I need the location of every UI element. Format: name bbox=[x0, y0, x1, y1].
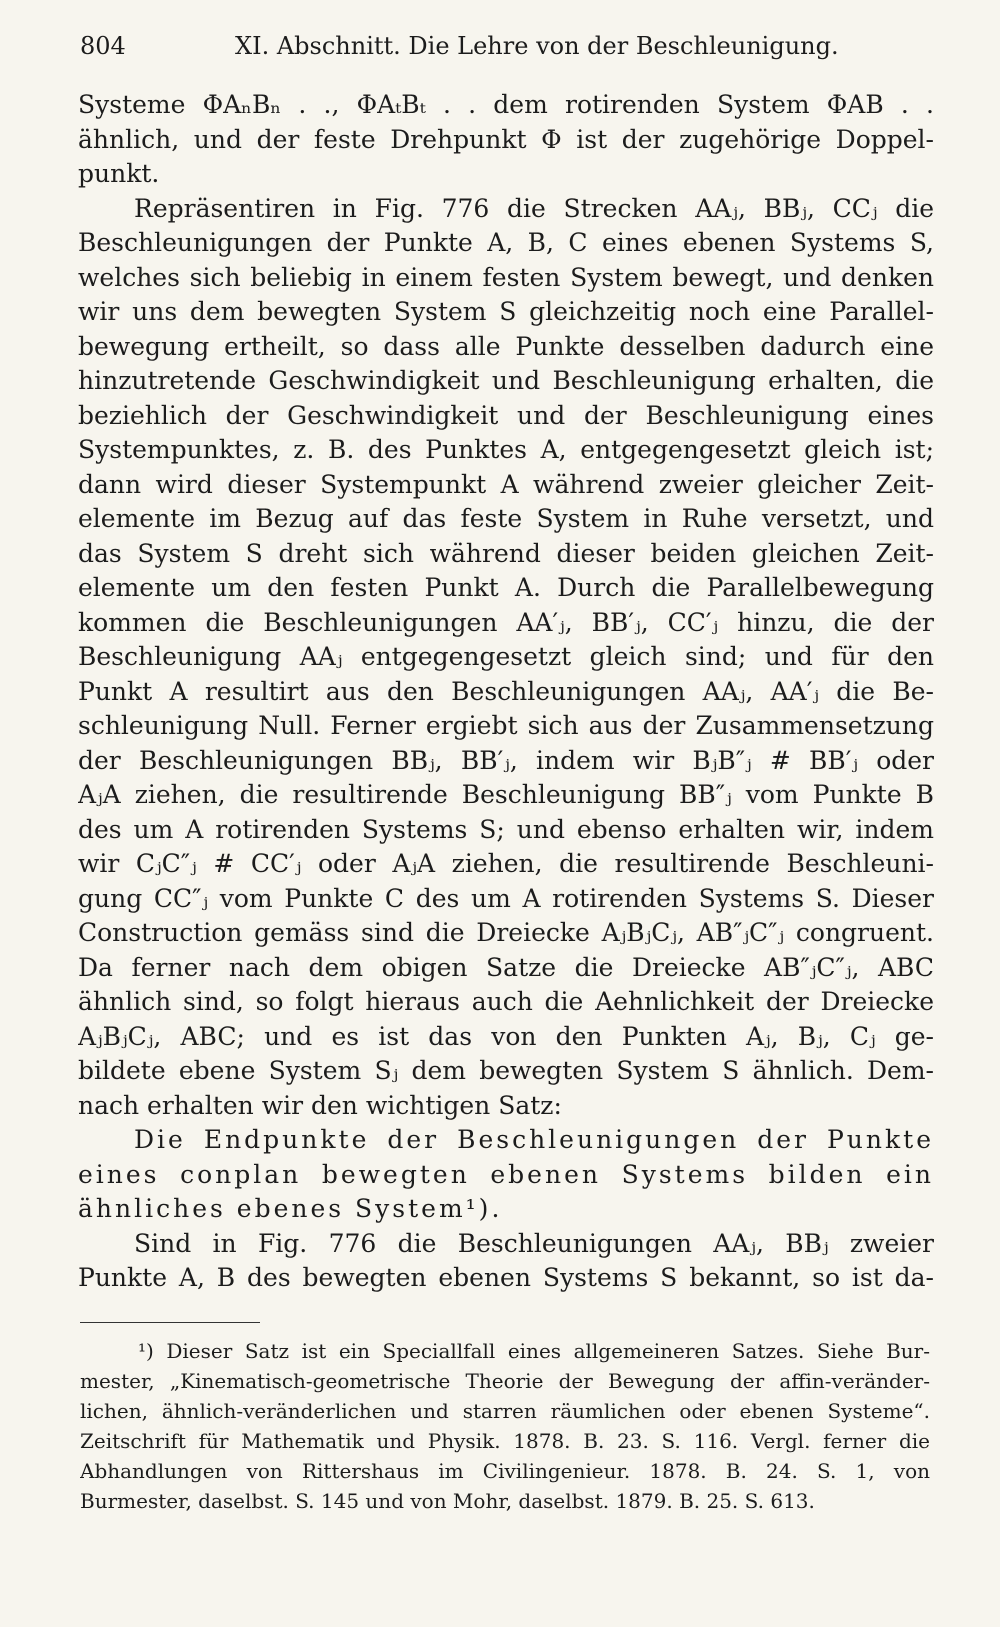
body-text bbox=[78, 88, 934, 1296]
body-line: hinzutretende Geschwindigkeit und Beschleunigung erhalten, die bbox=[78, 366, 934, 395]
body-line: Da ferner nach dem obigen Satze die Dreiecke AB″ⱼC″ⱼ, ABC bbox=[78, 952, 934, 982]
body-line: Beschleunigungen der Punkte A, B, C eines ebenen Systems S, bbox=[78, 228, 934, 257]
body-line: Beschleunigung AAⱼ entgegengesetzt gleich sind; und für den bbox=[78, 642, 934, 671]
body-line: nach erhalten wir den wichtigen Satz: bbox=[78, 1090, 562, 1120]
body-line: das System S dreht sich während dieser beiden gleichen Zeit- bbox=[78, 538, 934, 568]
page-number: 804 bbox=[80, 32, 126, 60]
body-line: gung CC″ⱼ vom Punkte C des um A rotirenden Systems S. Dieser bbox=[78, 883, 934, 913]
body-line: elemente im Bezug auf das feste System in Ruhe versetzt, und bbox=[78, 504, 934, 533]
body-line: bewegung ertheilt, so dass alle Punkte desselben dadurch eine bbox=[78, 331, 934, 361]
body-line: ähnlich sind, so folgt hieraus auch die Aehnlichkeit der Dreiecke bbox=[78, 987, 934, 1016]
body-line: AⱼA ziehen, die resultirende Beschleunigung BB″ⱼ vom Punkte B bbox=[78, 780, 934, 809]
footnote-divider bbox=[80, 1322, 260, 1323]
body-line: elemente um den festen Punkt A. Durch die Parallelbewegung bbox=[78, 573, 934, 602]
body-line: Systeme ΦAₙBₙ . ., ΦAₜBₜ . . dem rotirenden System ΦAB . . bbox=[78, 90, 934, 119]
footnote-line: mester, „Kinematisch-geometrische Theorie der Bewegung der affin-veränder- bbox=[80, 1369, 930, 1393]
theorem-line: ähnliches ebenes System¹). bbox=[78, 1194, 503, 1223]
body-line: dann wird dieser Systempunkt A während zweier gleicher Zeit- bbox=[78, 469, 934, 499]
body-line: AⱼBⱼCⱼ, ABC; und es ist das von den Punkten Aⱼ, Bⱼ, Cⱼ ge- bbox=[78, 1021, 934, 1051]
page-header bbox=[80, 28, 930, 64]
footnote-line: Zeitschrift für Mathematik und Physik. 1878. B. 23. S. 116. Vergl. ferner die bbox=[80, 1429, 930, 1453]
body-line: welches sich beliebig in einem festen System bewegt, und denken bbox=[78, 262, 934, 292]
body-line: bildete ebene System Sⱼ dem bewegten System S ähnlich. Dem- bbox=[78, 1056, 934, 1085]
body-line: schleunigung Null. Ferner ergiebt sich aus der Zusammensetzung bbox=[78, 711, 934, 740]
body-line: Sind in Fig. 776 die Beschleunigungen AAⱼ, BBⱼ zweier bbox=[134, 1228, 934, 1258]
body-line: der Beschleunigungen BBⱼ, BB′ⱼ, indem wir BⱼB″ⱼ # BB′ⱼ oder bbox=[78, 745, 934, 775]
body-line: Punkt A resultirt aus den Beschleunigungen AAⱼ, AA′ⱼ die Be- bbox=[78, 676, 934, 706]
running-head: XI. Abschnitt. Die Lehre von der Beschleunigung. bbox=[235, 32, 839, 60]
body-line: ähnlich, und der feste Drehpunkt Φ ist der zugehörige Doppel- bbox=[78, 124, 934, 154]
body-line: des um A rotirenden Systems S; und ebenso erhalten wir, indem bbox=[78, 814, 934, 844]
footnote-line: lichen, ähnlich-veränderlichen und starren räumlichen oder ebenen Systeme“. bbox=[80, 1399, 930, 1423]
theorem-line: eines conplan bewegten ebenen Systems bilden ein bbox=[78, 1159, 934, 1189]
body-line: wir CⱼC″ⱼ # CC′ⱼ oder AⱼA ziehen, die resultirende Beschleuni- bbox=[78, 849, 934, 878]
body-line: kommen die Beschleunigungen AA′ⱼ, BB′ⱼ, CC′ⱼ hinzu, die der bbox=[78, 607, 934, 637]
theorem-line: Die Endpunkte der Beschleunigungen der Punkte bbox=[134, 1125, 934, 1154]
body-line: Systempunktes, z. B. des Punktes A, entgegengesetzt gleich ist; bbox=[78, 435, 934, 464]
body-line: punkt. bbox=[78, 159, 160, 188]
footnotes bbox=[80, 1336, 930, 1516]
body-line: beziehlich der Geschwindigkeit und der Beschleunigung eines bbox=[78, 400, 934, 430]
body-line: Construction gemäss sind die Dreiecke AⱼBⱼCⱼ, AB″ⱼC″ⱼ congruent. bbox=[78, 918, 934, 947]
body-line: wir uns dem bewegten System S gleichzeitig noch eine Parallel- bbox=[78, 297, 934, 326]
footnote-line: Abhandlungen von Rittershaus im Civilingenieur. 1878. B. 24. S. 1, von bbox=[80, 1459, 930, 1483]
body-line: Repräsentiren in Fig. 776 die Strecken AAⱼ, BBⱼ, CCⱼ die bbox=[134, 193, 934, 223]
footnote-line: ¹) Dieser Satz ist ein Speciallfall eines allgemeineren Satzes. Siehe Bur- bbox=[138, 1339, 930, 1363]
footnote-line: Burmester, daselbst. S. 145 und von Mohr, daselbst. 1879. B. 25. S. 613. bbox=[80, 1489, 815, 1513]
body-line: Punkte A, B des bewegten ebenen Systems S bekannt, so ist da- bbox=[78, 1263, 934, 1292]
